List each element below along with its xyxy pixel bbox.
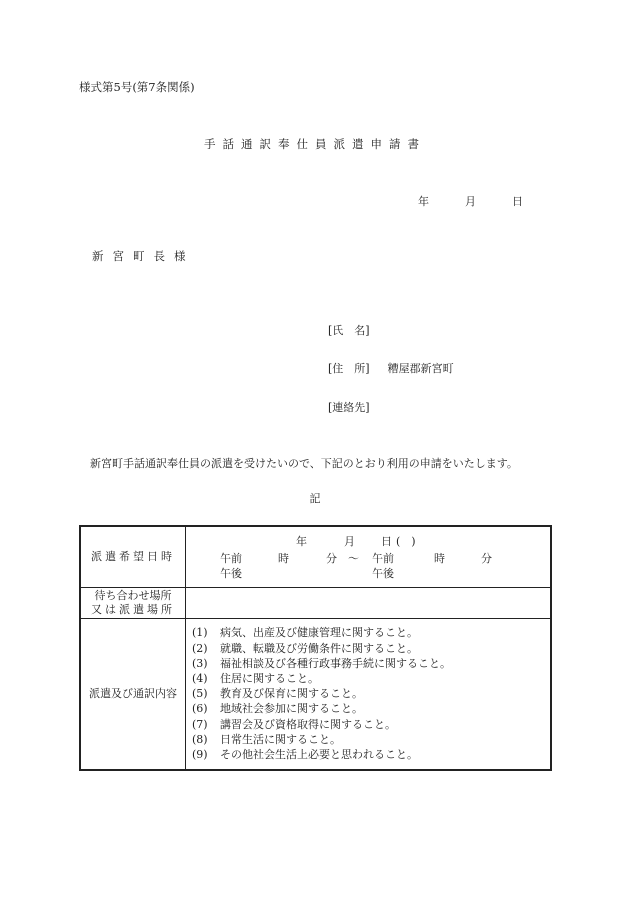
dt-year: 年	[296, 535, 307, 548]
addressee: 新宮町長様	[92, 249, 195, 263]
dt-start-minute: 分	[326, 552, 337, 565]
applicant-address-value: 糟屋郡新宮町	[387, 362, 454, 375]
date-month-label: 月	[465, 195, 476, 208]
dt-day: 日	[381, 535, 392, 548]
applicant-address-label: [住 所]	[328, 362, 370, 375]
date-day-label: 日	[512, 195, 523, 208]
list-item: (7) 講習会及び資格取得に関すること。	[192, 717, 396, 731]
interpretation-content-label: 派遣及び通訳内容	[80, 619, 186, 770]
applicant-address-field	[328, 360, 454, 376]
dt-start-hour: 時	[278, 552, 289, 565]
document-title: 手話通訳奉仕員派遣申請書	[204, 137, 426, 151]
dt-month: 月	[344, 535, 355, 548]
dt-start-am: 午前	[220, 552, 242, 565]
list-item: (3) 福祉相談及び各種行政事務手続に関すること。	[192, 656, 451, 670]
list-item: (8) 日常生活に関すること。	[192, 732, 341, 746]
form-number: 様式第5号(第7条関係)	[79, 80, 195, 94]
requested-datetime-cell	[186, 526, 552, 588]
requested-datetime-label: 派遣希望日時	[80, 526, 186, 588]
dt-end-pm: 午後	[372, 567, 394, 580]
content-items-list	[186, 625, 550, 762]
dt-end-hour: 時	[434, 552, 445, 565]
list-item: (6) 地域社会参加に関すること。	[192, 702, 363, 716]
list-item: (9) その他社会生活上必要と思われること。	[192, 747, 418, 761]
table-row-content	[80, 619, 551, 770]
meeting-place-label	[80, 588, 186, 619]
list-item: (4) 住居に関すること。	[192, 671, 319, 685]
table-row-datetime	[80, 526, 551, 588]
applicant-contact-field	[328, 399, 370, 415]
dt-end-am: 午前	[372, 552, 394, 565]
dt-tilde: ～	[348, 552, 359, 565]
list-item: (5) 教育及び保育に関すること。	[192, 687, 363, 701]
meeting-place-label-line2: 又は派遣場所	[91, 603, 175, 616]
interpretation-content-cell	[186, 619, 552, 770]
applicant-name-field	[328, 322, 370, 338]
list-item: (1) 病気、出産及び健康管理に関すること。	[192, 626, 418, 640]
application-statement: 新宮町手話通訳奉仕員の派遣を受けたいので、下記のとおり利用の申請をいたします。	[90, 457, 518, 470]
dt-start-pm: 午後	[220, 567, 242, 580]
list-item: (2) 就職、転職及び労働条件に関すること。	[192, 641, 418, 655]
meeting-place-value	[186, 588, 552, 619]
table-row-place	[80, 588, 551, 619]
dt-weekday: ( )	[396, 535, 416, 548]
applicant-contact-label: [連絡先]	[328, 401, 370, 414]
dt-end-minute: 分	[481, 552, 492, 565]
ki-heading: 記	[309, 492, 321, 505]
date-year-label: 年	[418, 195, 429, 208]
applicant-name-label: [氏 名]	[328, 324, 370, 337]
meeting-place-label-line1: 待ち合わせ場所	[94, 589, 172, 602]
request-table	[79, 525, 552, 771]
